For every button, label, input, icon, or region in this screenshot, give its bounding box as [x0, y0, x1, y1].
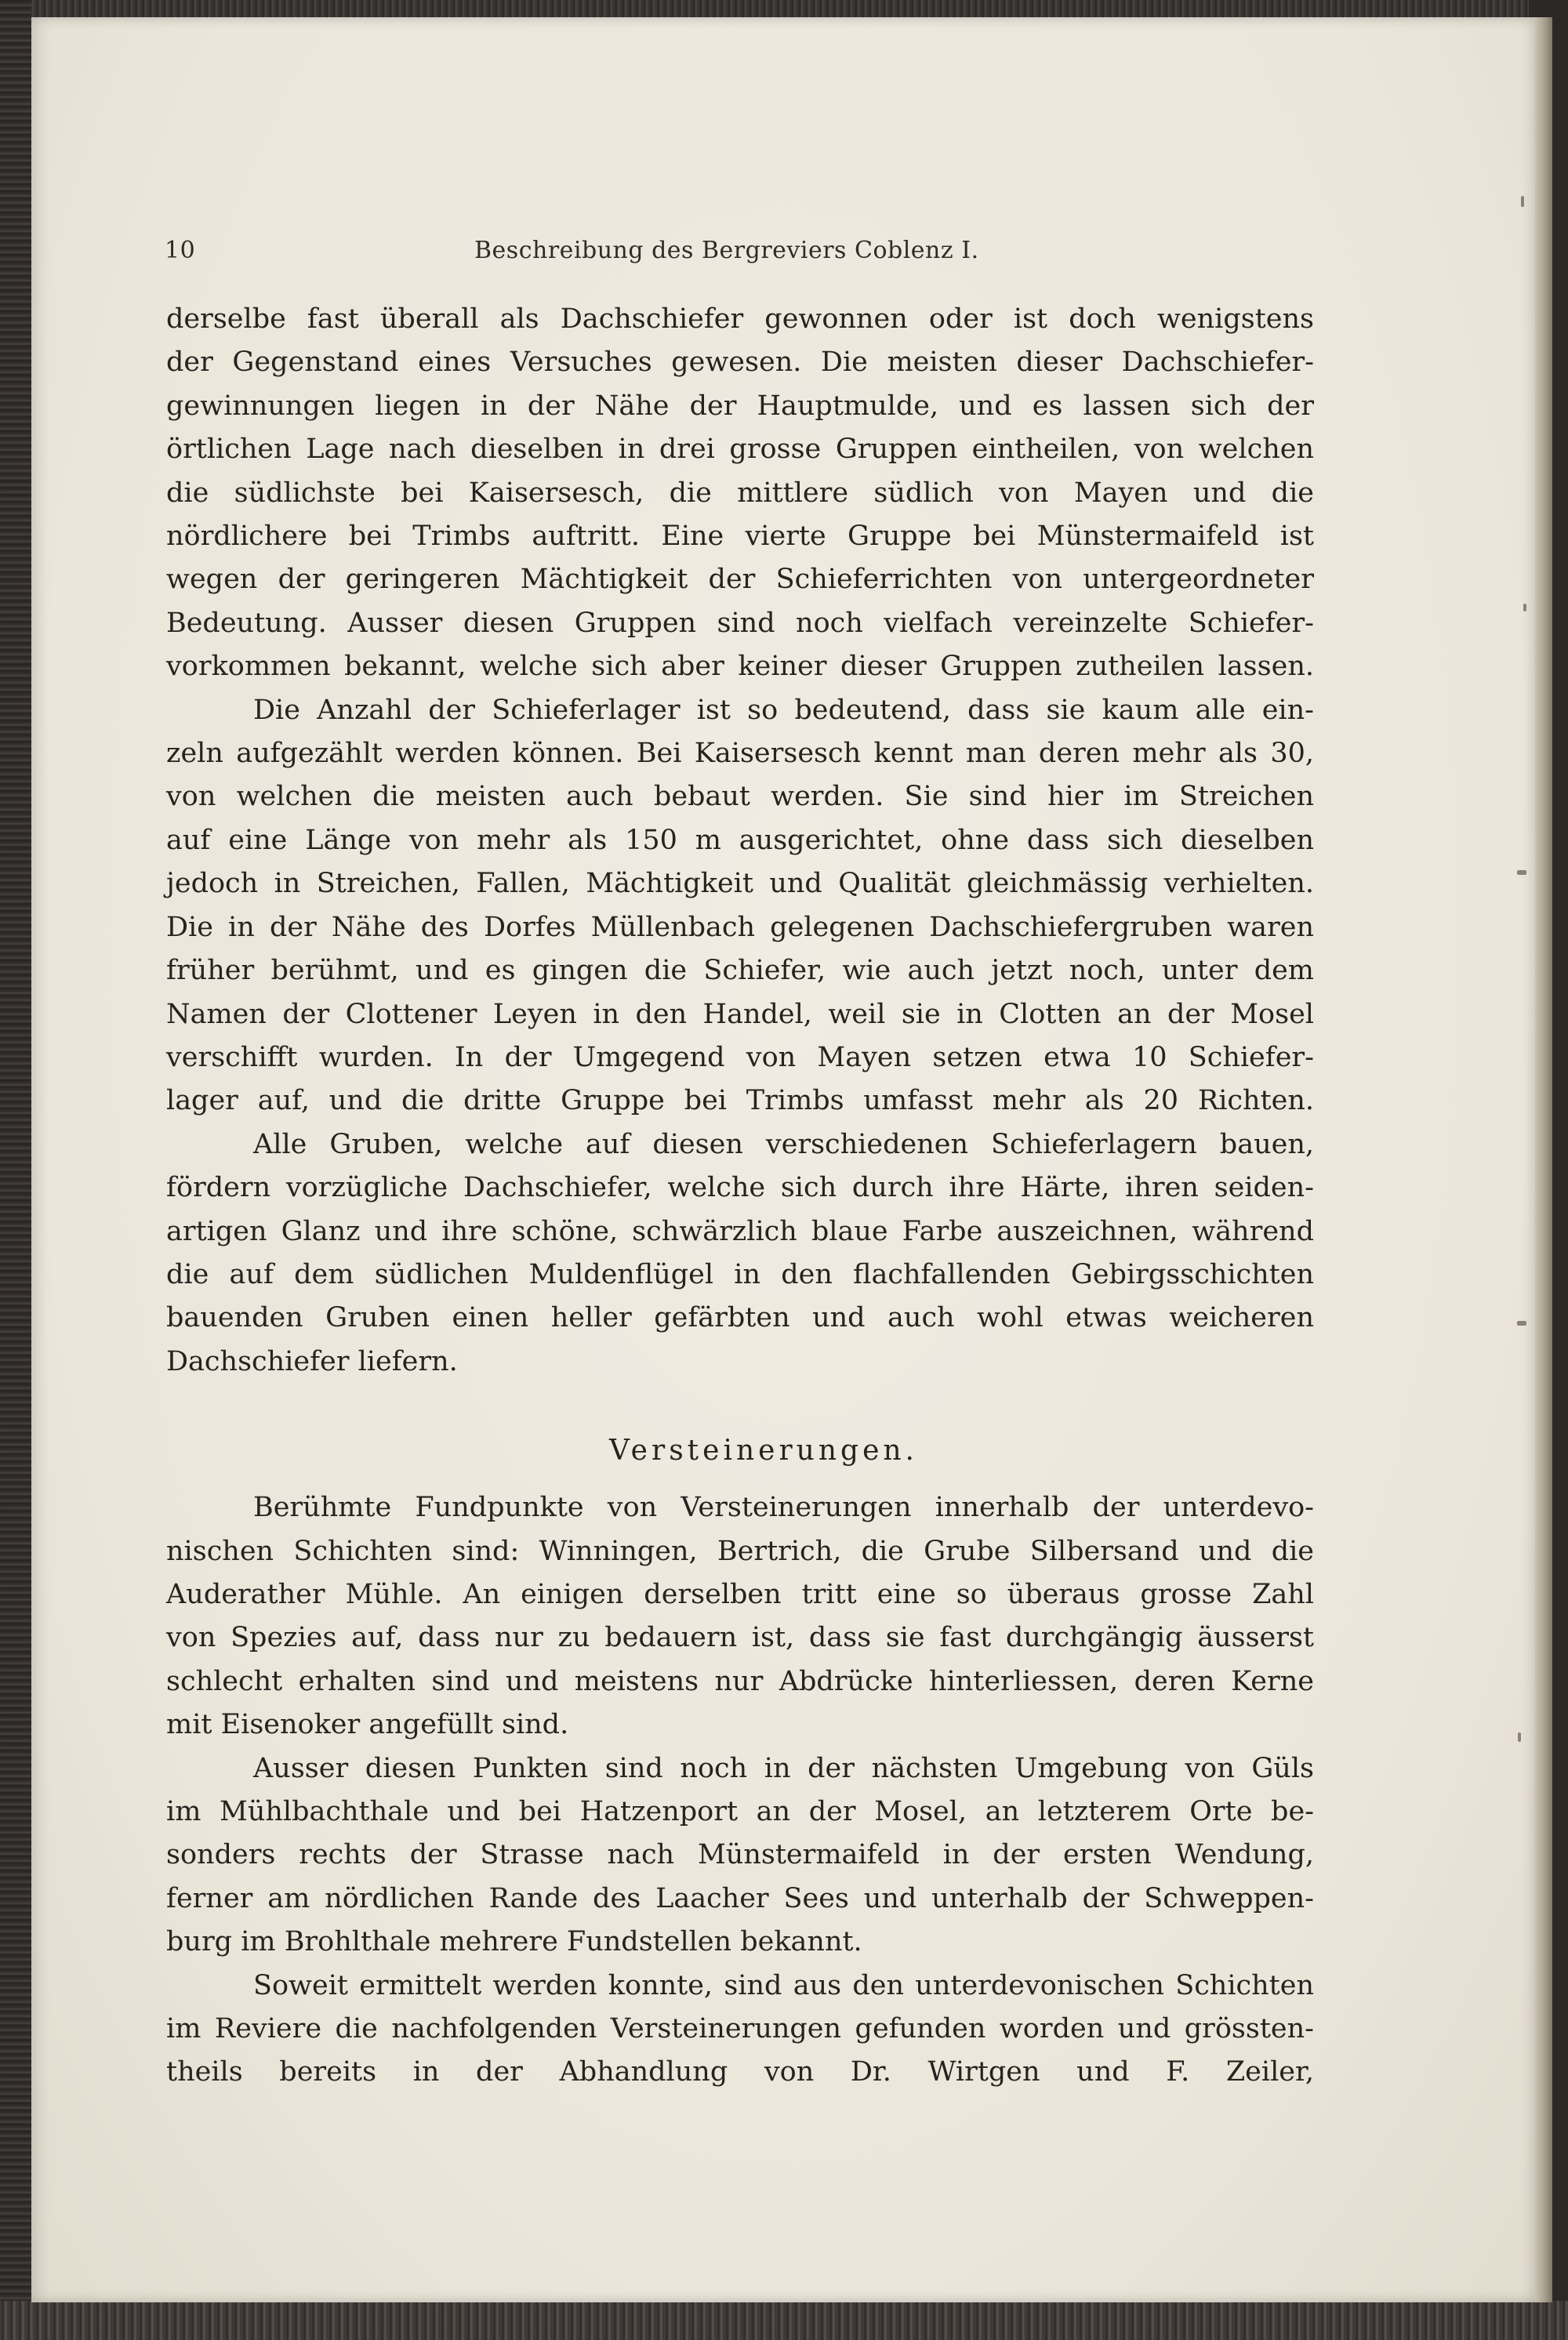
margin-mark	[1523, 604, 1526, 611]
text-line: mit Eisenoker angefüllt sind.	[166, 1709, 569, 1741]
margin-mark	[1518, 1732, 1521, 1742]
text-line: sonders rechts der Strasse nach Münstermaifeld in der ersten Wendung,	[166, 1839, 1314, 1871]
text-line: auf eine Länge von mehr als 150 m ausgerichtet, ohne dass sich dieselben	[166, 824, 1314, 856]
text-line: Namen der Clottener Leyen in den Handel, weil sie in Clotten an der Mosel	[166, 998, 1314, 1030]
text-line: nischen Schichten sind: Winningen, Bertrich, die Grube Silbersand und die	[166, 1535, 1314, 1567]
text-line: von welchen die meisten auch bebaut werden. Sie sind hier im Streichen	[166, 781, 1314, 813]
text-line: im Mühlbachthale und bei Hatzenport an der Mosel, an letzterem Orte be-	[166, 1796, 1314, 1827]
book-cover-left-edge	[0, 0, 31, 2340]
text-line: jedoch in Streichen, Fallen, Mächtigkeit und Qualität gleichmässig verhielten.	[166, 868, 1314, 900]
text-line: örtlichen Lage nach dieselben in drei grosse Gruppen eintheilen, von welchen	[166, 434, 1314, 466]
text-line: Dachschiefer liefern.	[166, 1345, 458, 1377]
text-line: nördlichere bei Trimbs auftritt. Eine vierte Gruppe bei Münstermaifeld ist	[166, 521, 1314, 553]
text-line: theils bereits in der Abhandlung von Dr. Wirtgen und F. Zeiler,	[166, 2056, 1314, 2088]
section-heading: Versteinerungen.	[608, 1435, 918, 1467]
margin-mark	[1517, 1321, 1526, 1326]
margin-mark	[1517, 870, 1526, 875]
page-fore-edge	[1535, 17, 1552, 2302]
text-line: gewinnungen liegen in der Nähe der Hauptmulde, und es lassen sich der	[166, 390, 1314, 422]
text-line: der Gegenstand eines Versuches gewesen. Die meisten dieser Dachschiefer-	[166, 346, 1314, 379]
text-line: im Reviere die nachfolgenden Versteinerungen gefunden worden und grössten-	[166, 2013, 1314, 2045]
text-line: Die Anzahl der Schieferlager ist so bedeutend, dass sie kaum alle ein-	[253, 694, 1314, 726]
text-line: bauenden Gruben einen heller gefärbten und auch wohl etwas weicheren	[166, 1302, 1314, 1334]
text-line: lager auf, und die dritte Gruppe bei Trimbs umfasst mehr als 20 Richten.	[166, 1085, 1314, 1117]
text-line: die auf dem südlichen Muldenflügel in den flachfallenden Gebirgsschichten	[166, 1258, 1314, 1290]
text-line: vorkommen bekannt, welche sich aber keiner dieser Gruppen zutheilen lassen.	[166, 651, 1314, 683]
text-line: Alle Gruben, welche auf diesen verschiedenen Schieferlagern bauen,	[253, 1128, 1314, 1160]
text-line: verschifft wurden. In der Umgegend von Mayen setzen etwa 10 Schiefer-	[166, 1041, 1314, 1073]
paragraph-2	[166, 689, 1314, 1123]
text-line: wegen der geringeren Mächtigkeit der Schieferrichten von untergeordneter	[166, 564, 1314, 596]
text-line: ferner am nördlichen Rande des Laacher Sees und unterhalb der Schweppen-	[166, 1882, 1314, 1914]
running-head	[165, 237, 1316, 268]
paragraph-3	[166, 1123, 1314, 1384]
text-line: zeln aufgezählt werden können. Bei Kaisersesch kennt man deren mehr als 30,	[166, 738, 1314, 770]
text-line: Berühmte Fundpunkte von Versteinerungen innerhalb der unterdevo-	[253, 1492, 1314, 1524]
margin-mark	[1521, 196, 1524, 207]
page-number: 10	[165, 237, 196, 264]
text-line: fördern vorzügliche Dachschiefer, welche sich durch ihre Härte, ihren seiden-	[166, 1172, 1314, 1204]
text-line: artigen Glanz und ihre schöne, schwärzlich blaue Farbe auszeichnen, während	[166, 1215, 1314, 1247]
body-text	[166, 298, 1314, 2095]
text-line: Die in der Nähe des Dorfes Müllenbach gelegenen Dachschiefergruben waren	[166, 911, 1314, 943]
text-line: Ausser diesen Punkten sind noch in der nächsten Umgebung von Güls	[253, 1752, 1314, 1784]
text-line: schlecht erhalten sind und meistens nur Abdrücke hinterliessen, deren Kerne	[166, 1665, 1314, 1697]
paragraph-4	[166, 1486, 1314, 1747]
book-cover-bottom-edge	[0, 2301, 1568, 2340]
running-head-title: Beschreibung des Bergreviers Coblenz I.	[474, 237, 979, 264]
paragraph-5	[166, 1747, 1314, 1965]
text-line: burg im Brohlthale mehrere Fundstellen bekannt.	[166, 1926, 862, 1958]
text-line: Soweit ermittelt werden konnte, sind aus den unterdevonischen Schichten	[253, 1969, 1314, 2001]
paragraph-1	[166, 298, 1314, 689]
paragraph-6	[166, 1965, 1314, 2095]
text-line: derselbe fast überall als Dachschiefer gewonnen oder ist doch wenigstens	[166, 303, 1314, 335]
text-line: Bedeutung. Ausser diesen Gruppen sind noch vielfach vereinzelte Schiefer-	[166, 607, 1314, 639]
text-line: von Spezies auf, dass nur zu bedauern ist, dass sie fast durchgängig äusserst	[166, 1622, 1314, 1654]
text-line: Auderather Mühle. An einigen derselben tritt eine so überaus grosse Zahl	[166, 1578, 1314, 1610]
text-line: die südlichste bei Kaisersesch, die mittlere südlich von Mayen und die	[166, 477, 1314, 509]
text-line: früher berühmt, und es gingen die Schiefer, wie auch jetzt noch, unter dem	[166, 955, 1314, 987]
